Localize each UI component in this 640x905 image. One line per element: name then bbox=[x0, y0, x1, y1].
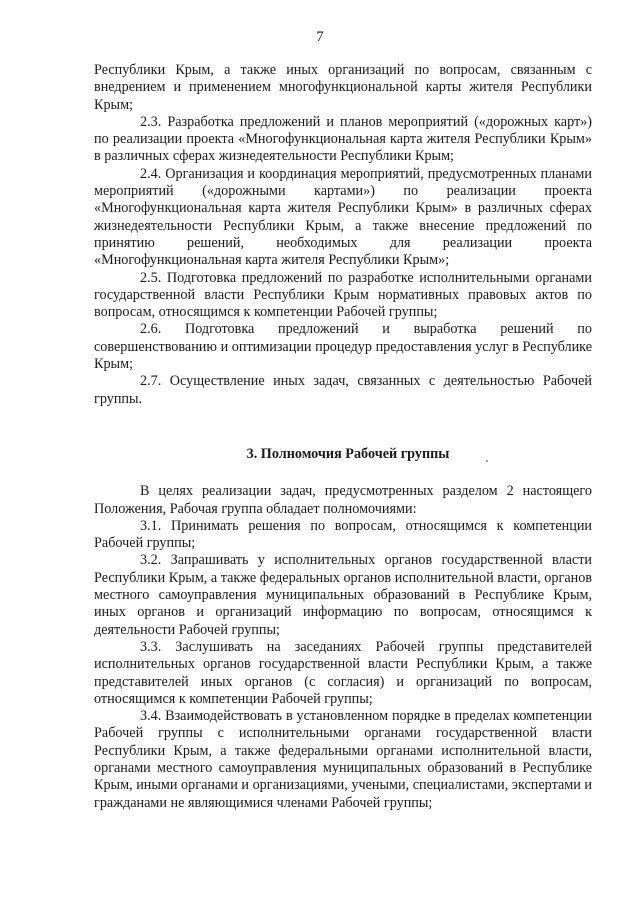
section-3-heading: 3. Полномочия Рабочей группы bbox=[246, 445, 450, 462]
page-number: 7 bbox=[316, 29, 324, 45]
document-body bbox=[94, 62, 592, 812]
paragraph-2-6: 2.6. Подготовка предложений и выработка решений по совершенствованию и оптимизации процедур предоставления услуг в Республике Крым; bbox=[94, 321, 592, 373]
paragraph-3-3: 3.3. Заслушивать на заседаниях Рабочей группы представителей исполнительных органов государственной власти Республики Крым, а также представителей иных органов (с согласия) и организаций по вопросам, относящимся к компетенции Рабочей группы; bbox=[94, 638, 592, 707]
paragraph-2-3: 2.3. Разработка предложений и планов мероприятий («дорожных карт») по реализации проекта «Многофункциональная карта жителя Республики Крым» в различных сферах жизнедеятельности Республики Крым; bbox=[94, 113, 592, 165]
paragraph-3-1: 3.1. Принимать решения по вопросам, относящимся к компетенции Рабочей группы; bbox=[94, 517, 592, 552]
paragraph-3-2: 3.2. Запрашивать у исполнительных органов государственной власти Республики Крым, а также федеральных органов исполнительной власти, органов местного самоуправления муниципальных образований в Республике Крым, иных органов и организаций информацию по вопросам, относящимся к деятельности Рабочей группы; bbox=[94, 552, 592, 638]
paragraph-2-7: 2.7. Осуществление иных задач, связанных с деятельностью Рабочей группы. bbox=[94, 373, 592, 407]
scan-speck bbox=[486, 460, 488, 462]
paragraph-2-2-continuation: Республики Крым, а также иных организаций по вопросам, связанным с внедрением и применением многофункциональной карты жителя Республики Крым; bbox=[94, 62, 592, 113]
paragraph-2-4: 2.4. Организация и координация мероприятий, предусмотренных планами мероприятий («дорожными картами») по реализации проекта «Многофункциональная карта жителя Республики Крым» в различных сферах жизнедеятельности Республики Крым, а также внесение предложений по принятию решений, необходимых для реализации проекта «Многофункциональная карта жителя Республики Крым»; bbox=[94, 165, 592, 269]
paragraph-2-5: 2.5. Подготовка предложений по разработке исполнительными органами государственной власти Республики Крым нормативных правовых актов по вопросам, относящимся к компетенции Рабочей группы; bbox=[94, 269, 592, 321]
section-3-intro: В целях реализации задач, предусмотренных разделом 2 настоящего Положения, Рабочая группа обладает полномочиями: bbox=[94, 483, 592, 517]
paragraph-3-4: 3.4. Взаимодействовать в установленном порядке в пределах компетенции Рабочей группы с исполнительными органами государственной власти Республики Крым, а также федеральными органами исполнительной власти, органами местного самоуправления муниципальных образований в Республике Крым, иными органами и организациями, учеными, специалистами, экспертами и гражданами не являющимися членами Рабочей группы; bbox=[94, 708, 592, 811]
